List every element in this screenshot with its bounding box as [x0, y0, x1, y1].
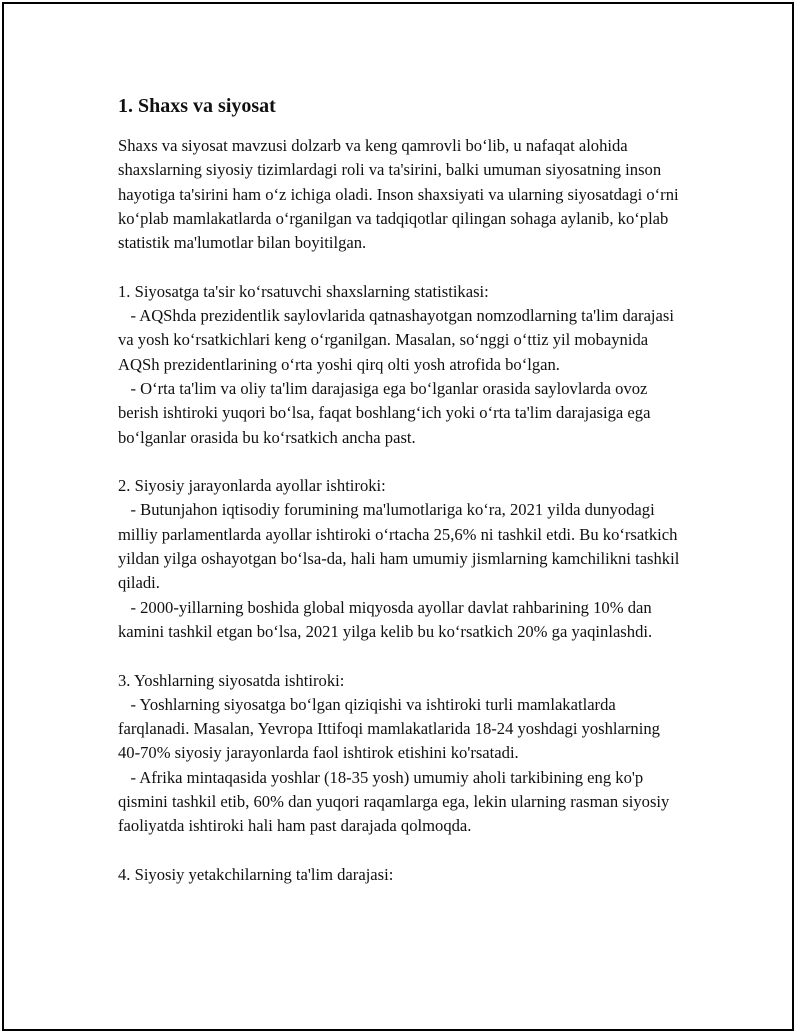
section-bullet: - O‘rta ta'lim va oliy ta'lim darajasiga ega bo‘lganlar orasida saylovlarda ovoz berish ishtiroki yuqori bo‘lsa, faqat boshlang‘ich yoki o‘rta ta'lim darajasiga ega bo‘lganlar orasida bu ko‘rsatkich ancha past. [118, 378, 655, 447]
section-heading: 2. Siyosiy jarayonlarda ayollar ishtiroki: [118, 476, 386, 496]
paragraph-gap [118, 644, 684, 668]
section-bullet: - Yoshlarning siyosatga bo‘lgan qiziqishi va ishtiroki turli mamlakatlarda farqlanadi. Masalan, Yevropa Ittifoqi mamlakatlarida 18-24 yoshdagi yoshlarning 40-70% siyosiy jarayonlarda faol ishtirok etishini ko'rsatadi. [118, 694, 665, 763]
paragraph-gap [118, 839, 684, 863]
section-heading: 1. Siyosatga ta'sir ko‘rsatuvchi shaxslarning statistikasi: [118, 281, 489, 301]
section-bullet: - Afrika mintaqasida yoshlar (18-35 yosh) umumiy aholi tarkibining eng ko'p qismini tashkil etib, 60% dan yuqori raqamlarga ega, lekin ularning rasman siyosiy faoliyatda ishtiroki hali ham past darajada qolmoqda. [118, 767, 674, 836]
document-title: 1. Shaxs va siyosat [118, 95, 276, 117]
section-heading: 3. Yoshlarning siyosatda ishtiroki: [118, 670, 345, 690]
intro-paragraph: Shaxs va siyosat mavzusi dolzarb va keng qamrovli bo‘lib, u nafaqat alohida shaxslarning siyosiy tizimlardagi roli va ta'sirini, balki umuman siyosatning inson hayotiga ta'sirini ham o‘z ichiga oladi. Inson shaxsiyati va ularning siyosatdagi o‘rni ko‘plab mamlakatlarda o‘rganilgan va tadqiqotlar qilingan sohaga aylanib, ko‘plab statistik ma'lumotlar bilan boyitilgan. [118, 136, 683, 253]
paragraph-gap [118, 450, 684, 474]
section-bullet: - Butunjahon iqtisodiy forumining ma'lumotlariga ko‘ra, 2021 yilda dunyodagi milliy parlamentlarda ayollar ishtiroki o‘rtacha 25,6% ni tashkil etdi. Bu ko‘rsatkich yildan yilga oshayotgan bo‘lsa-da, hali ham umumiy jismlarning kamchilikni tashkil qiladi. [118, 500, 684, 593]
section-bullet: - 2000-yillarning boshida global miqyosda ayollar davlat rahbarining 10% dan kamini tashkil etgan bo‘lsa, 2021 yilga kelib bu ko‘rsatkich 20% ga yaqinlashdi. [118, 597, 656, 641]
document-body [118, 94, 684, 887]
paragraph-gap [118, 255, 684, 279]
section-heading: 4. Siyosiy yetakchilarning ta'lim darajasi: [118, 864, 394, 884]
section-bullet: - AQShda prezidentlik saylovlarida qatnashayotgan nomzodlarning ta'lim darajasi va yosh ko‘rsatkichlari keng o‘rganilgan. Masalan, so‘nggi o‘ttiz yil mobaynida AQSh prezidentlarining o‘rta yoshi qirq olti yosh atrofida bo‘lgan. [118, 306, 679, 374]
